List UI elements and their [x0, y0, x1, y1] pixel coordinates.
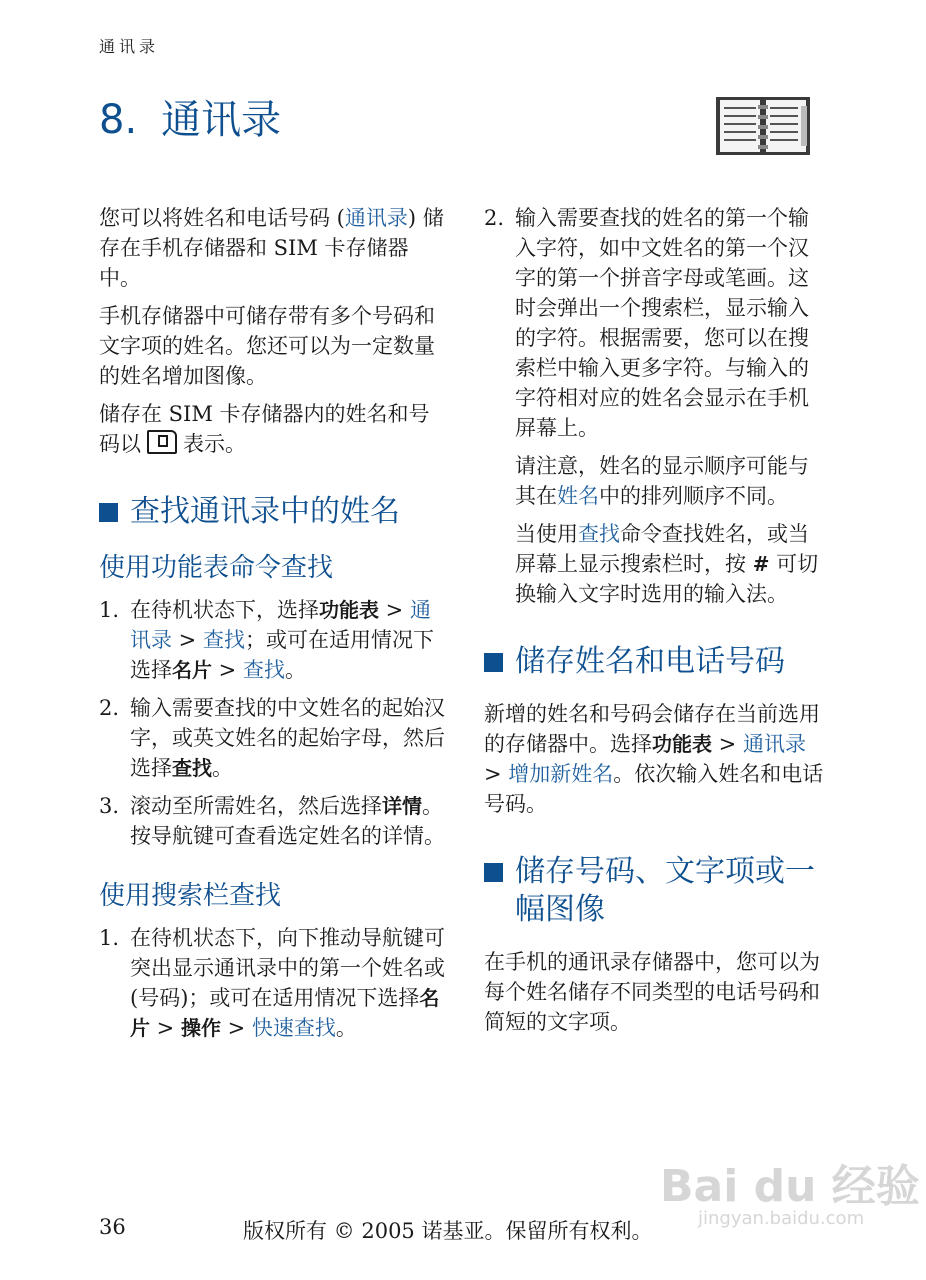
subheading-menu-find: 使用功能表命令查找: [99, 553, 334, 583]
page-number: 36: [99, 1215, 126, 1239]
searchbar-find-steps-continued: [484, 203, 829, 443]
chapter-number: 8.: [99, 97, 138, 143]
intro-paragraph-3: 储存在 SIM 卡存储器内的姓名和号码以 表示。: [99, 402, 430, 456]
subheading-searchbar-find: 使用搜索栏查找: [99, 881, 282, 911]
note-display-order: 请注意，姓名的显示顺序可能与其在姓名中的排列顺序不同。: [515, 454, 809, 508]
contacts-link: 通讯录: [344, 206, 408, 230]
intro-paragraph-1: 您可以将姓名和电话号码 (通讯录) 储存在手机存储器和 SIM 卡存储器中。: [99, 206, 444, 290]
left-column: [99, 203, 449, 1051]
right-column: [484, 203, 829, 1045]
square-bullet-icon: [484, 653, 503, 672]
watermark-logo: Bai du 经验: [660, 1161, 920, 1212]
intro-paragraph-2: 手机存储器中可储存带有多个号码和文字项的姓名。您还可以为一定数量的姓名增加图像。: [99, 304, 435, 388]
chapter-title: [99, 88, 281, 145]
watermark: [660, 1150, 920, 1229]
running-header: 通讯录: [99, 37, 160, 56]
square-bullet-icon: [484, 863, 503, 882]
list-item: 1. 在待机状态下，向下推动导航键可突出显示通讯录中的第一个姓名或 (号码)；或可在适用情况下选择名片 > 操作 > 快速查找。: [99, 926, 445, 1040]
menu-find-steps: [99, 595, 449, 851]
chapter-name: 通讯录: [161, 97, 282, 143]
section-heading-save-name: 储存姓名和电话号码: [484, 643, 829, 681]
list-item: 2. 输入需要查找的中文姓名的起始汉字，或英文姓名的起始字母，然后选择查找。: [99, 696, 445, 780]
note-input-method: 当使用查找命令查找姓名，或当屏幕上显示搜索栏时，按 # 可切换输入文字时选用的输入法。: [515, 522, 819, 606]
watermark-url: jingyan.baidu.com: [698, 1208, 865, 1229]
save-number-paragraph: 在手机的通讯录存储器中，您可以为每个姓名储存不同类型的电话号码和简短的文字项。: [484, 950, 820, 1034]
searchbar-find-steps: [99, 923, 449, 1043]
copyright-notice: 版权所有 © 2005 诺基亚。保留所有权利。: [243, 1219, 653, 1243]
list-item: 3. 滚动至所需姓名，然后选择详情。按导航键可查看选定姓名的详情。: [99, 794, 445, 848]
list-item: 2. 输入需要查找的姓名的第一个输入字符，如中文姓名的第一个汉字的第一个拼音字母或笔画。这时会弹出一个搜索栏，显示输入的字符。根据需要，您可以在搜索栏中输入更多字符。与输入的字符相对应的姓名会显示在手机屏幕上。: [484, 206, 809, 440]
list-item: 1. 在待机状态下，选择功能表 > 通讯录 > 查找；或可在适用情况下选择名片 > 查找。: [99, 598, 434, 682]
square-bullet-icon: [99, 503, 118, 522]
save-name-paragraph: 新增的姓名和号码会储存在当前选用的存储器中。选择功能表 > 通讯录 > 增加新姓名。依次输入姓名和电话号码。: [484, 702, 824, 816]
sim-card-icon: [147, 430, 177, 454]
section-heading-find: 查找通讯录中的姓名: [99, 493, 449, 531]
address-book-icon: [715, 96, 811, 156]
section-heading-save-number: 储存号码、文字项或一幅图像: [484, 853, 829, 929]
